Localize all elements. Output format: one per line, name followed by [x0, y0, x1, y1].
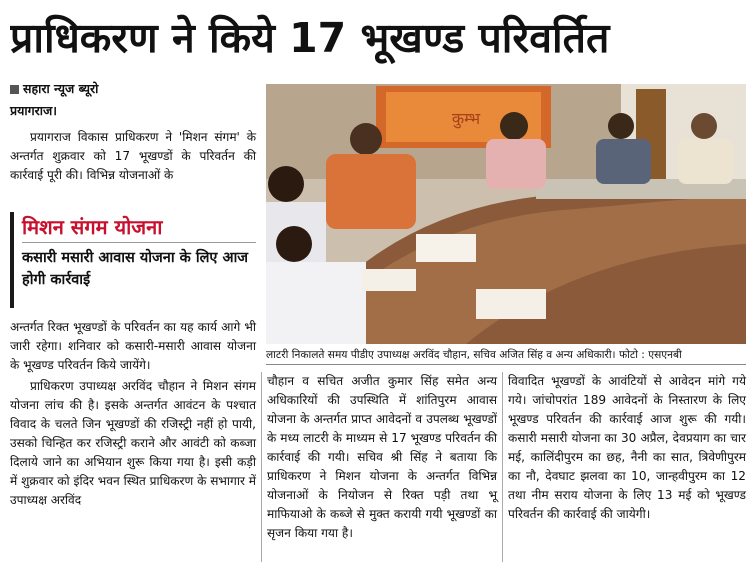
column-divider-2 — [502, 372, 503, 562]
column-1-paragraph-1: अन्तर्गत रिक्त भूखण्डों के परिवर्तन का यह कार्य आगे भी जारी रहेगा। शनिवार को कसारी-मसारी आवास योजना के भूखण्ड परिवर्तन किये जायेंगे। — [10, 320, 256, 372]
intro-paragraph — [10, 128, 256, 185]
column-3-paragraph: विवादित भूखण्डों के आवंटियों से आवेदन मांगे गये गये। जांचोपरांत 189 आवेदनों के निस्तारण के लिए भूखण्ड परिवर्तन की कार्रवाई आज शुरू की गयी। कसारी मसारी योजना का 30 अप्रैल, देवप्रयाग का चार मई, कालिंदीपुरम का छह, नैनी का सात, त्रिवेणीपुरम का नौ, देवघाट झलवा का 10, जान्हवीपुरम का 12 तथा नीम सराय योजना के लिए 13 मई को भूखण्ड परिवर्तन की कार्रवाई की जायेगी। — [508, 374, 746, 521]
column-1 — [10, 318, 256, 510]
meeting-photo-illustration — [266, 84, 746, 344]
column-2 — [267, 372, 497, 543]
byline-text: सहारा न्यूज ब्यूरो — [23, 81, 99, 96]
column-3 — [508, 372, 746, 524]
intro-text: प्रयागराज विकास प्राधिकरण ने 'मिशन संगम' के अन्तर्गत शुक्रवार को 17 भूखण्डों के परिवर्तन की कार्रवाई पूरी की। विभिन्न योजनाओं के — [10, 130, 256, 182]
subhead: मिशन संगम योजना — [22, 212, 256, 243]
photo-caption: लाटरी निकालते समय पीडीए उपाध्यक्ष अरविंद चौहान, सचिव अजित सिंह व अन्य अधिकारी। फोटो : एसएनबी — [266, 346, 746, 365]
headline: प्राधिकरण ने किये 17 भूखण्ड परिवर्तित — [10, 14, 610, 62]
column-2-paragraph: चौहान व सचित अजीत कुमार सिंह समेत अन्य अधिकारियों की उपस्थिति में शांतिपुरम आवास योजना के अन्तर्गत प्राप्त आवेदनों व उपलब्ध भूखण्डों के मध्य लाटरी के माध्यम से 17 भूखण्ड परिवर्तन की कार्रवाई की गयी। सचिव श्री सिंह ने बताया कि प्राधिकरण ने मिशन योजना के अन्तर्गत विभिन्न योजनाओं के नियोजन से रिक्त पड़ी तथा भू माफियाओ के कब्जे से मुक्त करायी गयी भूखण्डों का सृजन किया गया है। — [267, 374, 497, 540]
meeting-photo — [266, 84, 746, 344]
subhead-box — [10, 212, 256, 308]
byline — [10, 80, 98, 98]
column-divider-1 — [261, 372, 262, 562]
photo-banner-text: कुम्भ — [451, 109, 481, 128]
byline-square-icon — [10, 85, 19, 94]
dateline: प्रयागराज। — [10, 103, 58, 118]
column-1-paragraph-2: प्राधिकरण उपाध्यक्ष अरविंद चौहान ने मिशन संगम योजना लांच की है। इसके अन्तर्गत आवंटन के पश्चात विवाद के चलते जिन भूखण्डों की रजिस्ट्री नहीं हो पायी, उसको चिन्हित कर रजिस्ट्री कराने और आवंटी को कब्जा दिलाये जाने का अभियान शुरू किया गया है। इसी कड़ी में शुक्रवार को इंदिर भवन स्थित प्राधिकरण के सभागार में उपाध्यक्ष अरविंद — [10, 379, 256, 507]
subdeck: कसारी मसारी आवास योजना के लिए आज होगी कार्रवाई — [22, 250, 249, 288]
